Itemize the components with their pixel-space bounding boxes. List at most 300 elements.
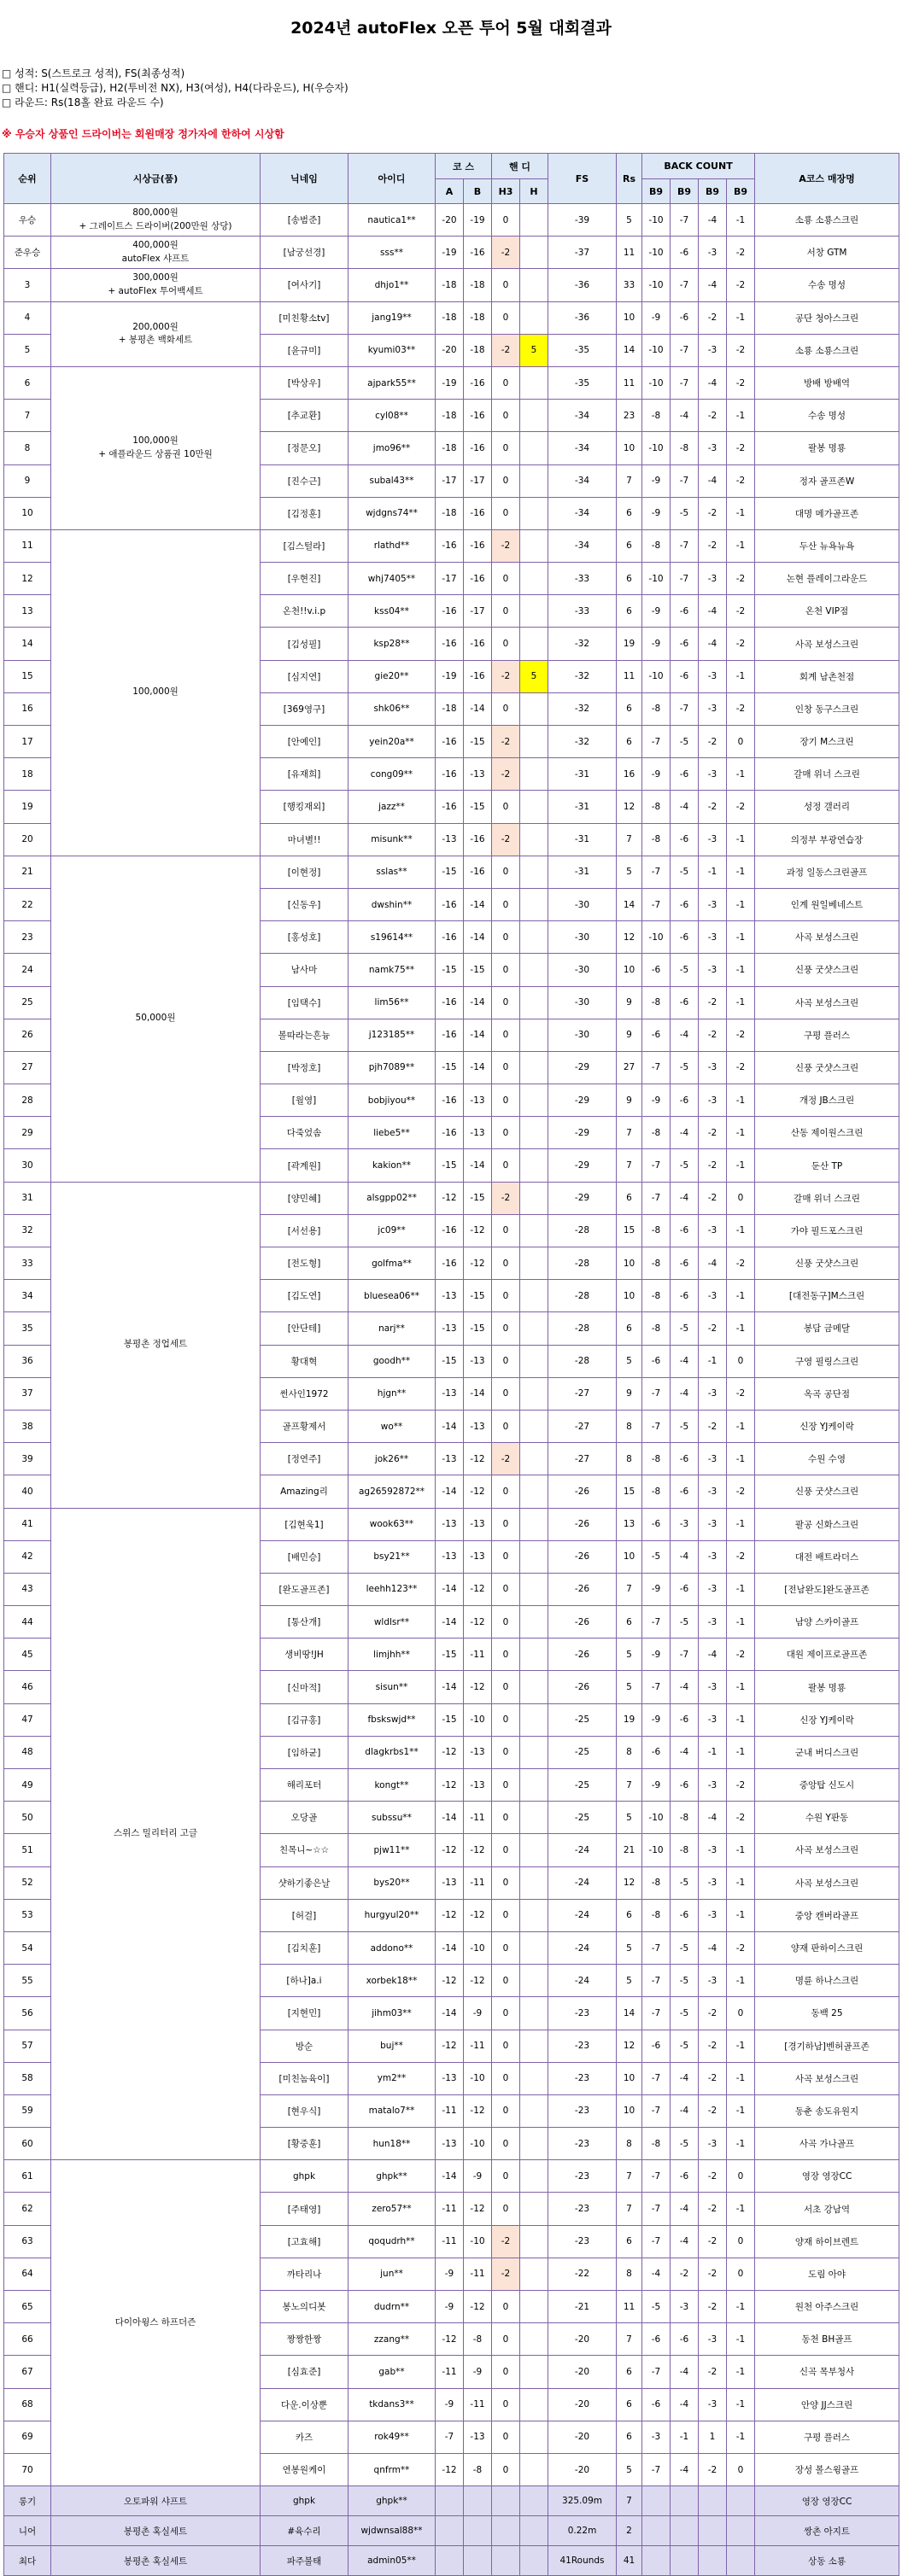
rank-cell: 29 bbox=[4, 1117, 51, 1149]
rank-cell: 8 bbox=[4, 432, 51, 464]
b9-cell: -6 bbox=[642, 1345, 671, 1377]
table-row bbox=[4, 366, 899, 399]
b9-cell: -9 bbox=[642, 1638, 671, 1671]
b9-cell: -8 bbox=[642, 1899, 671, 1931]
rs-cell: 5 bbox=[617, 1638, 642, 1671]
id-cell: wldlsr** bbox=[348, 1606, 436, 1638]
course-a-cell: -13 bbox=[436, 1866, 464, 1899]
rank-cell: 10 bbox=[4, 497, 51, 529]
course-b-cell: -12 bbox=[464, 1573, 492, 1605]
id-cell: ghpk** bbox=[348, 2486, 436, 2516]
nickname-cell: [황중훈] bbox=[261, 2128, 348, 2160]
fs-cell: -24 bbox=[548, 1834, 617, 1866]
h3-cell: 0 bbox=[492, 954, 520, 986]
h-cell bbox=[520, 1769, 548, 1802]
id-cell: zero57** bbox=[348, 2193, 436, 2225]
course-a-cell: -12 bbox=[436, 1965, 464, 1997]
h3-cell: 0 bbox=[492, 1931, 520, 1964]
rs-cell: 7 bbox=[617, 823, 642, 856]
id-cell: ag26592872** bbox=[348, 1475, 436, 1508]
id-cell: alsgpp02** bbox=[348, 1182, 436, 1214]
course-a-cell: -9 bbox=[436, 2388, 464, 2421]
rank-cell: 33 bbox=[4, 1247, 51, 1280]
nickname-cell: [현우식] bbox=[261, 2094, 348, 2127]
course-b-cell: -18 bbox=[464, 334, 492, 366]
id-cell: gab** bbox=[348, 2356, 436, 2388]
b9-cell: -2 bbox=[727, 464, 755, 497]
b9-cell: -5 bbox=[642, 2291, 671, 2323]
b9-cell: -6 bbox=[671, 1899, 699, 1931]
course-b-cell: -10 bbox=[464, 2062, 492, 2094]
store-cell: 정자 골프존W bbox=[755, 464, 899, 497]
b9-cell: -2 bbox=[727, 1769, 755, 1802]
b9-cell: -2 bbox=[699, 2160, 727, 2193]
b9-cell: 0 bbox=[727, 2453, 755, 2485]
h3-cell: 0 bbox=[492, 595, 520, 628]
fs-cell: -31 bbox=[548, 758, 617, 791]
course-b-cell: -14 bbox=[464, 1019, 492, 1051]
id-cell: limjhh** bbox=[348, 1638, 436, 1671]
store-cell: 갈매 위너 스크린 bbox=[755, 1182, 899, 1214]
b9-cell: 0 bbox=[727, 1345, 755, 1377]
b9-cell: -1 bbox=[727, 1312, 755, 1345]
course-b-cell: -13 bbox=[464, 1769, 492, 1802]
b9-cell: -2 bbox=[699, 2225, 727, 2258]
prize-cell: 스위스 밀리터리 고글 bbox=[51, 1508, 261, 2160]
h3-cell: 0 bbox=[492, 1280, 520, 1312]
course-a-cell: -12 bbox=[436, 1834, 464, 1866]
table-row bbox=[4, 301, 899, 334]
b9-cell: -5 bbox=[671, 1149, 699, 1182]
nickname-cell: [월영] bbox=[261, 1084, 348, 1117]
b9-cell: -4 bbox=[671, 2094, 699, 2127]
h3-cell: 0 bbox=[492, 1703, 520, 1736]
nickname-cell: [안단테] bbox=[261, 1312, 348, 1345]
fs-cell: -36 bbox=[548, 269, 617, 301]
h-cell bbox=[520, 1247, 548, 1280]
nickname-cell: 마녀별!! bbox=[261, 823, 348, 856]
course-b-cell: -14 bbox=[464, 888, 492, 920]
rank-cell: 52 bbox=[4, 1866, 51, 1899]
store-cell: 성정 갤러리 bbox=[755, 791, 899, 823]
store-cell: 봉담 금메달 bbox=[755, 1312, 899, 1345]
id-cell: tkdans3** bbox=[348, 2388, 436, 2421]
id-cell: bys20** bbox=[348, 1866, 436, 1899]
store-cell: 사곡 보성스크린 bbox=[755, 1834, 899, 1866]
nickname-cell: 봉노의디봇 bbox=[261, 2291, 348, 2323]
id-cell: zzang** bbox=[348, 2323, 436, 2356]
b9-cell: -6 bbox=[642, 1508, 671, 1540]
b9-cell: -1 bbox=[727, 2421, 755, 2453]
col-nickname: 닉네임 bbox=[261, 154, 348, 204]
store-cell: 동춘 송도유원지 bbox=[755, 2094, 899, 2127]
fs-cell: -20 bbox=[548, 2323, 617, 2356]
course-b-cell: -15 bbox=[464, 726, 492, 758]
prize-cell: 50,000원 bbox=[51, 856, 261, 1182]
fs-cell: -36 bbox=[548, 301, 617, 334]
h-cell bbox=[520, 1573, 548, 1605]
b9-cell: -6 bbox=[671, 888, 699, 920]
b9-cell: -9 bbox=[642, 497, 671, 529]
results-table bbox=[3, 153, 899, 2576]
rs-cell: 6 bbox=[617, 2388, 642, 2421]
b9-cell: -4 bbox=[671, 791, 699, 823]
empty-cell bbox=[464, 2516, 492, 2546]
course-b-cell: -16 bbox=[464, 823, 492, 856]
b9-cell: -6 bbox=[671, 595, 699, 628]
id-cell: dlagkrbs1** bbox=[348, 1736, 436, 1768]
b9-cell: -5 bbox=[671, 497, 699, 529]
rank-cell: 24 bbox=[4, 954, 51, 986]
b9-cell: -1 bbox=[727, 921, 755, 954]
b9-cell: -7 bbox=[671, 204, 699, 237]
b9-cell: -1 bbox=[727, 529, 755, 562]
course-b-cell: -12 bbox=[464, 2094, 492, 2127]
b9-cell: -3 bbox=[699, 758, 727, 791]
b9-cell: -3 bbox=[699, 563, 727, 595]
b9-cell: -4 bbox=[671, 2225, 699, 2258]
col-handicap: 핸 디 bbox=[492, 154, 548, 179]
nickname-cell: [서선용] bbox=[261, 1214, 348, 1247]
special-award-row bbox=[4, 2486, 899, 2516]
course-a-cell: -13 bbox=[436, 1377, 464, 1410]
course-a-cell: -11 bbox=[436, 2193, 464, 2225]
h-cell bbox=[520, 497, 548, 529]
course-a-cell: -9 bbox=[436, 2291, 464, 2323]
h3-cell: 0 bbox=[492, 2193, 520, 2225]
h3-cell: 0 bbox=[492, 1508, 520, 1540]
store-cell: 구영 필링스크린 bbox=[755, 1345, 899, 1377]
rank-cell: 43 bbox=[4, 1573, 51, 1605]
store-cell: 신곡 목부청사 bbox=[755, 2356, 899, 2388]
rank-cell: 66 bbox=[4, 2323, 51, 2356]
col-backcount: BACK COUNT bbox=[642, 154, 755, 179]
course-a-cell: -13 bbox=[436, 2128, 464, 2160]
rs-cell: 7 bbox=[617, 2486, 642, 2516]
rs-cell: 15 bbox=[617, 1214, 642, 1247]
id-cell: cong09** bbox=[348, 758, 436, 791]
b9-cell: -4 bbox=[699, 595, 727, 628]
course-a-cell: -13 bbox=[436, 1312, 464, 1345]
h3-cell: 0 bbox=[492, 366, 520, 399]
b9-cell: -4 bbox=[671, 2388, 699, 2421]
store-cell: 가야 필드포스크린 bbox=[755, 1214, 899, 1247]
h3-cell: -2 bbox=[492, 2258, 520, 2290]
h3-cell: 0 bbox=[492, 1638, 520, 1671]
b9-cell: -5 bbox=[671, 2128, 699, 2160]
fs-cell: -33 bbox=[548, 563, 617, 595]
prize-cell: 400,000원 autoFlex 샤프트 bbox=[51, 237, 261, 269]
b9-cell: -6 bbox=[671, 986, 699, 1019]
id-cell: sss** bbox=[348, 237, 436, 269]
store-cell: 수원 수영 bbox=[755, 1443, 899, 1475]
b9-cell: -2 bbox=[727, 366, 755, 399]
store-cell: 장성 볼스윙골프 bbox=[755, 2453, 899, 2485]
rank-cell: 51 bbox=[4, 1834, 51, 1866]
b9-cell: -8 bbox=[642, 1117, 671, 1149]
rank-cell: 23 bbox=[4, 921, 51, 954]
fs-cell: -23 bbox=[548, 2193, 617, 2225]
rs-cell: 27 bbox=[617, 1051, 642, 1084]
rank-cell: 18 bbox=[4, 758, 51, 791]
course-a-cell: -16 bbox=[436, 888, 464, 920]
id-cell: wjdwnsal88** bbox=[348, 2516, 436, 2546]
b9-cell: 0 bbox=[727, 1997, 755, 2030]
id-cell: ym2** bbox=[348, 2062, 436, 2094]
rs-cell: 10 bbox=[617, 2062, 642, 2094]
b9-cell: -2 bbox=[671, 2258, 699, 2290]
b9-cell: -9 bbox=[642, 1084, 671, 1117]
id-cell: pjh7089** bbox=[348, 1051, 436, 1084]
b9-cell: -3 bbox=[699, 888, 727, 920]
course-a-cell: -16 bbox=[436, 595, 464, 628]
b9-cell: -2 bbox=[699, 1410, 727, 1442]
b9-cell: -5 bbox=[671, 1965, 699, 1997]
course-b-cell: -10 bbox=[464, 1931, 492, 1964]
b9-cell: -3 bbox=[699, 660, 727, 692]
id-cell: jang19** bbox=[348, 301, 436, 334]
empty-cell bbox=[727, 2546, 755, 2576]
rs-cell: 15 bbox=[617, 1475, 642, 1508]
b9-cell: -10 bbox=[642, 1802, 671, 1834]
id-cell: matalo7** bbox=[348, 2094, 436, 2127]
b9-cell: -8 bbox=[642, 400, 671, 432]
award-value-cell: 325.09m bbox=[548, 2486, 617, 2516]
store-cell: 동백 25 bbox=[755, 1997, 899, 2030]
rank-cell: 57 bbox=[4, 2030, 51, 2062]
h3-cell: 0 bbox=[492, 2160, 520, 2193]
rs-cell: 12 bbox=[617, 1866, 642, 1899]
nickname-cell: [지현민] bbox=[261, 1997, 348, 2030]
rs-cell: 14 bbox=[617, 888, 642, 920]
b9-cell: -3 bbox=[699, 1280, 727, 1312]
h-cell bbox=[520, 1802, 548, 1834]
nickname-cell: [심지연] bbox=[261, 660, 348, 692]
b9-cell: -2 bbox=[727, 237, 755, 269]
store-cell: 갈매 위너 스크린 bbox=[755, 758, 899, 791]
rank-cell: 준우승 bbox=[4, 237, 51, 269]
store-cell: 회계 남촌천점 bbox=[755, 660, 899, 692]
id-cell: goodh** bbox=[348, 1345, 436, 1377]
id-cell: jmo96** bbox=[348, 432, 436, 464]
rank-cell: 28 bbox=[4, 1084, 51, 1117]
nickname-cell: 연봉원케이 bbox=[261, 2453, 348, 2485]
rs-cell: 19 bbox=[617, 628, 642, 660]
id-cell: qnfrm** bbox=[348, 2453, 436, 2485]
course-b-cell: -17 bbox=[464, 464, 492, 497]
b9-cell: -1 bbox=[727, 660, 755, 692]
course-a-cell: -12 bbox=[436, 1736, 464, 1768]
b9-cell: -4 bbox=[699, 1802, 727, 1834]
nickname-cell: Amazing리 bbox=[261, 1475, 348, 1508]
id-cell: dwshin** bbox=[348, 888, 436, 920]
b9-cell: -2 bbox=[699, 2258, 727, 2290]
prize-cell: 봉평촌 정업세트 bbox=[51, 1182, 261, 1508]
rs-cell: 7 bbox=[617, 1573, 642, 1605]
rank-cell: 39 bbox=[4, 1443, 51, 1475]
fs-cell: -29 bbox=[548, 1182, 617, 1214]
course-b-cell: -16 bbox=[464, 497, 492, 529]
nickname-cell: [신동우] bbox=[261, 888, 348, 920]
b9-cell: -3 bbox=[699, 432, 727, 464]
rank-cell: 56 bbox=[4, 1997, 51, 2030]
fs-cell: -24 bbox=[548, 1899, 617, 1931]
b9-cell: -7 bbox=[671, 692, 699, 725]
course-a-cell: -12 bbox=[436, 2323, 464, 2356]
h-cell bbox=[520, 563, 548, 595]
b9-cell: -7 bbox=[642, 1606, 671, 1638]
nickname-cell: ghpk bbox=[261, 2160, 348, 2193]
rs-cell: 8 bbox=[617, 1410, 642, 1442]
h3-cell: -2 bbox=[492, 726, 520, 758]
h3-cell: 0 bbox=[492, 791, 520, 823]
prize-cell: 800,000원 + 그레이트스 드라이버(200만원 상당) bbox=[51, 204, 261, 237]
store-cell: 양재 판하이스크린 bbox=[755, 1931, 899, 1964]
course-a-cell: -11 bbox=[436, 2225, 464, 2258]
b9-cell: -6 bbox=[642, 2323, 671, 2356]
h-cell bbox=[520, 2388, 548, 2421]
course-b-cell: -12 bbox=[464, 1899, 492, 1931]
nickname-cell: 샷하기좋은날 bbox=[261, 1866, 348, 1899]
b9-cell: -2 bbox=[699, 791, 727, 823]
empty-cell bbox=[671, 2486, 699, 2516]
b9-cell: -1 bbox=[727, 954, 755, 986]
store-cell: 쌍촌 아지트 bbox=[755, 2516, 899, 2546]
b9-cell: -6 bbox=[671, 237, 699, 269]
award-label-cell: 니어 bbox=[4, 2516, 51, 2546]
b9-cell: -3 bbox=[642, 2421, 671, 2453]
b9-cell: -2 bbox=[727, 791, 755, 823]
b9-cell: -3 bbox=[699, 823, 727, 856]
b9-cell: -10 bbox=[642, 366, 671, 399]
rank-cell: 15 bbox=[4, 660, 51, 692]
b9-cell: -2 bbox=[727, 1540, 755, 1573]
course-a-cell: -15 bbox=[436, 1638, 464, 1671]
rank-cell: 30 bbox=[4, 1149, 51, 1182]
h3-cell: 0 bbox=[492, 269, 520, 301]
course-b-cell: -16 bbox=[464, 366, 492, 399]
course-b-cell: -13 bbox=[464, 1540, 492, 1573]
rank-cell: 32 bbox=[4, 1214, 51, 1247]
rs-cell: 6 bbox=[617, 595, 642, 628]
store-cell: 산동 제이원스크린 bbox=[755, 1117, 899, 1149]
store-cell: [전남완도]완도골프존 bbox=[755, 1573, 899, 1605]
course-b-cell: -16 bbox=[464, 563, 492, 595]
b9-cell: -5 bbox=[671, 1931, 699, 1964]
legend-handicap: □ 핸디: H1(실력등급), H2(투비전 NX), H3(여성), H4(다라운드), H(우승자) bbox=[2, 82, 348, 94]
nickname-cell: [유재희] bbox=[261, 758, 348, 791]
rank-cell: 67 bbox=[4, 2356, 51, 2388]
h3-cell: 0 bbox=[492, 497, 520, 529]
b9-cell: -6 bbox=[671, 1443, 699, 1475]
rank-cell: 7 bbox=[4, 400, 51, 432]
nickname-cell: [김치훈] bbox=[261, 1931, 348, 1964]
store-cell: 사곡 보성스크린 bbox=[755, 628, 899, 660]
rank-cell: 49 bbox=[4, 1769, 51, 1802]
h3-cell: -2 bbox=[492, 1182, 520, 1214]
rank-cell: 41 bbox=[4, 1508, 51, 1540]
fs-cell: -31 bbox=[548, 856, 617, 888]
award-prize-cell: 오토파워 샤프트 bbox=[51, 2486, 261, 2516]
rank-cell: 45 bbox=[4, 1638, 51, 1671]
store-cell: 영장 영장CC bbox=[755, 2486, 899, 2516]
b9-cell: -10 bbox=[642, 204, 671, 237]
rs-cell: 2 bbox=[617, 2516, 642, 2546]
id-cell: wook63** bbox=[348, 1508, 436, 1540]
rank-cell: 11 bbox=[4, 529, 51, 562]
b9-cell: -3 bbox=[699, 1540, 727, 1573]
b9-cell: -3 bbox=[699, 334, 727, 366]
h3-cell: 0 bbox=[492, 1312, 520, 1345]
id-cell: pjw11** bbox=[348, 1834, 436, 1866]
b9-cell: -1 bbox=[727, 986, 755, 1019]
b9-cell: -7 bbox=[642, 1149, 671, 1182]
course-a-cell: -13 bbox=[436, 1540, 464, 1573]
rs-cell: 7 bbox=[617, 1769, 642, 1802]
b9-cell: -5 bbox=[671, 1866, 699, 1899]
rank-cell: 47 bbox=[4, 1703, 51, 1736]
fs-cell: -23 bbox=[548, 1997, 617, 2030]
b9-cell: -5 bbox=[671, 726, 699, 758]
id-cell: hun18** bbox=[348, 2128, 436, 2160]
store-cell: 구평 플러스 bbox=[755, 1019, 899, 1051]
b9-cell: -7 bbox=[642, 1182, 671, 1214]
store-cell: 원천 아주스크린 bbox=[755, 2291, 899, 2323]
table-row bbox=[4, 856, 899, 888]
b9-cell: -6 bbox=[671, 1573, 699, 1605]
store-cell: 개정 JB스크린 bbox=[755, 1084, 899, 1117]
b9-cell: -3 bbox=[699, 1051, 727, 1084]
course-a-cell: -13 bbox=[436, 1443, 464, 1475]
id-cell: qoqudrh** bbox=[348, 2225, 436, 2258]
course-b-cell: -14 bbox=[464, 921, 492, 954]
course-a-cell: -14 bbox=[436, 1802, 464, 1834]
id-cell: rok49** bbox=[348, 2421, 436, 2453]
h-cell bbox=[520, 2453, 548, 2485]
rs-cell: 9 bbox=[617, 1377, 642, 1410]
nickname-cell: 오당골 bbox=[261, 1802, 348, 1834]
fs-cell: -39 bbox=[548, 204, 617, 237]
b9-cell: -3 bbox=[699, 1084, 727, 1117]
b9-cell: -7 bbox=[642, 2193, 671, 2225]
id-cell: bluesea06** bbox=[348, 1280, 436, 1312]
h-cell bbox=[520, 1834, 548, 1866]
b9-cell: -1 bbox=[727, 758, 755, 791]
id-cell: dudrn** bbox=[348, 2291, 436, 2323]
rs-cell: 10 bbox=[617, 2094, 642, 2127]
h3-cell: 0 bbox=[492, 1051, 520, 1084]
rank-cell: 19 bbox=[4, 791, 51, 823]
b9-cell: -2 bbox=[699, 529, 727, 562]
id-cell: addono** bbox=[348, 1931, 436, 1964]
nickname-cell: 카즈 bbox=[261, 2421, 348, 2453]
b9-cell: 0 bbox=[727, 2258, 755, 2290]
course-b-cell: -13 bbox=[464, 1117, 492, 1149]
empty-cell bbox=[671, 2516, 699, 2546]
col-rs: Rs bbox=[617, 154, 642, 204]
rank-cell: 27 bbox=[4, 1051, 51, 1084]
fs-cell: -29 bbox=[548, 1084, 617, 1117]
rs-cell: 6 bbox=[617, 1182, 642, 1214]
id-cell: wjdgns74** bbox=[348, 497, 436, 529]
h-cell bbox=[520, 2291, 548, 2323]
fs-cell: -32 bbox=[548, 628, 617, 660]
b9-cell: -1 bbox=[727, 823, 755, 856]
b9-cell: -8 bbox=[642, 1443, 671, 1475]
b9-cell: -2 bbox=[727, 269, 755, 301]
b9-cell: -8 bbox=[642, 1214, 671, 1247]
b9-cell: -5 bbox=[671, 856, 699, 888]
